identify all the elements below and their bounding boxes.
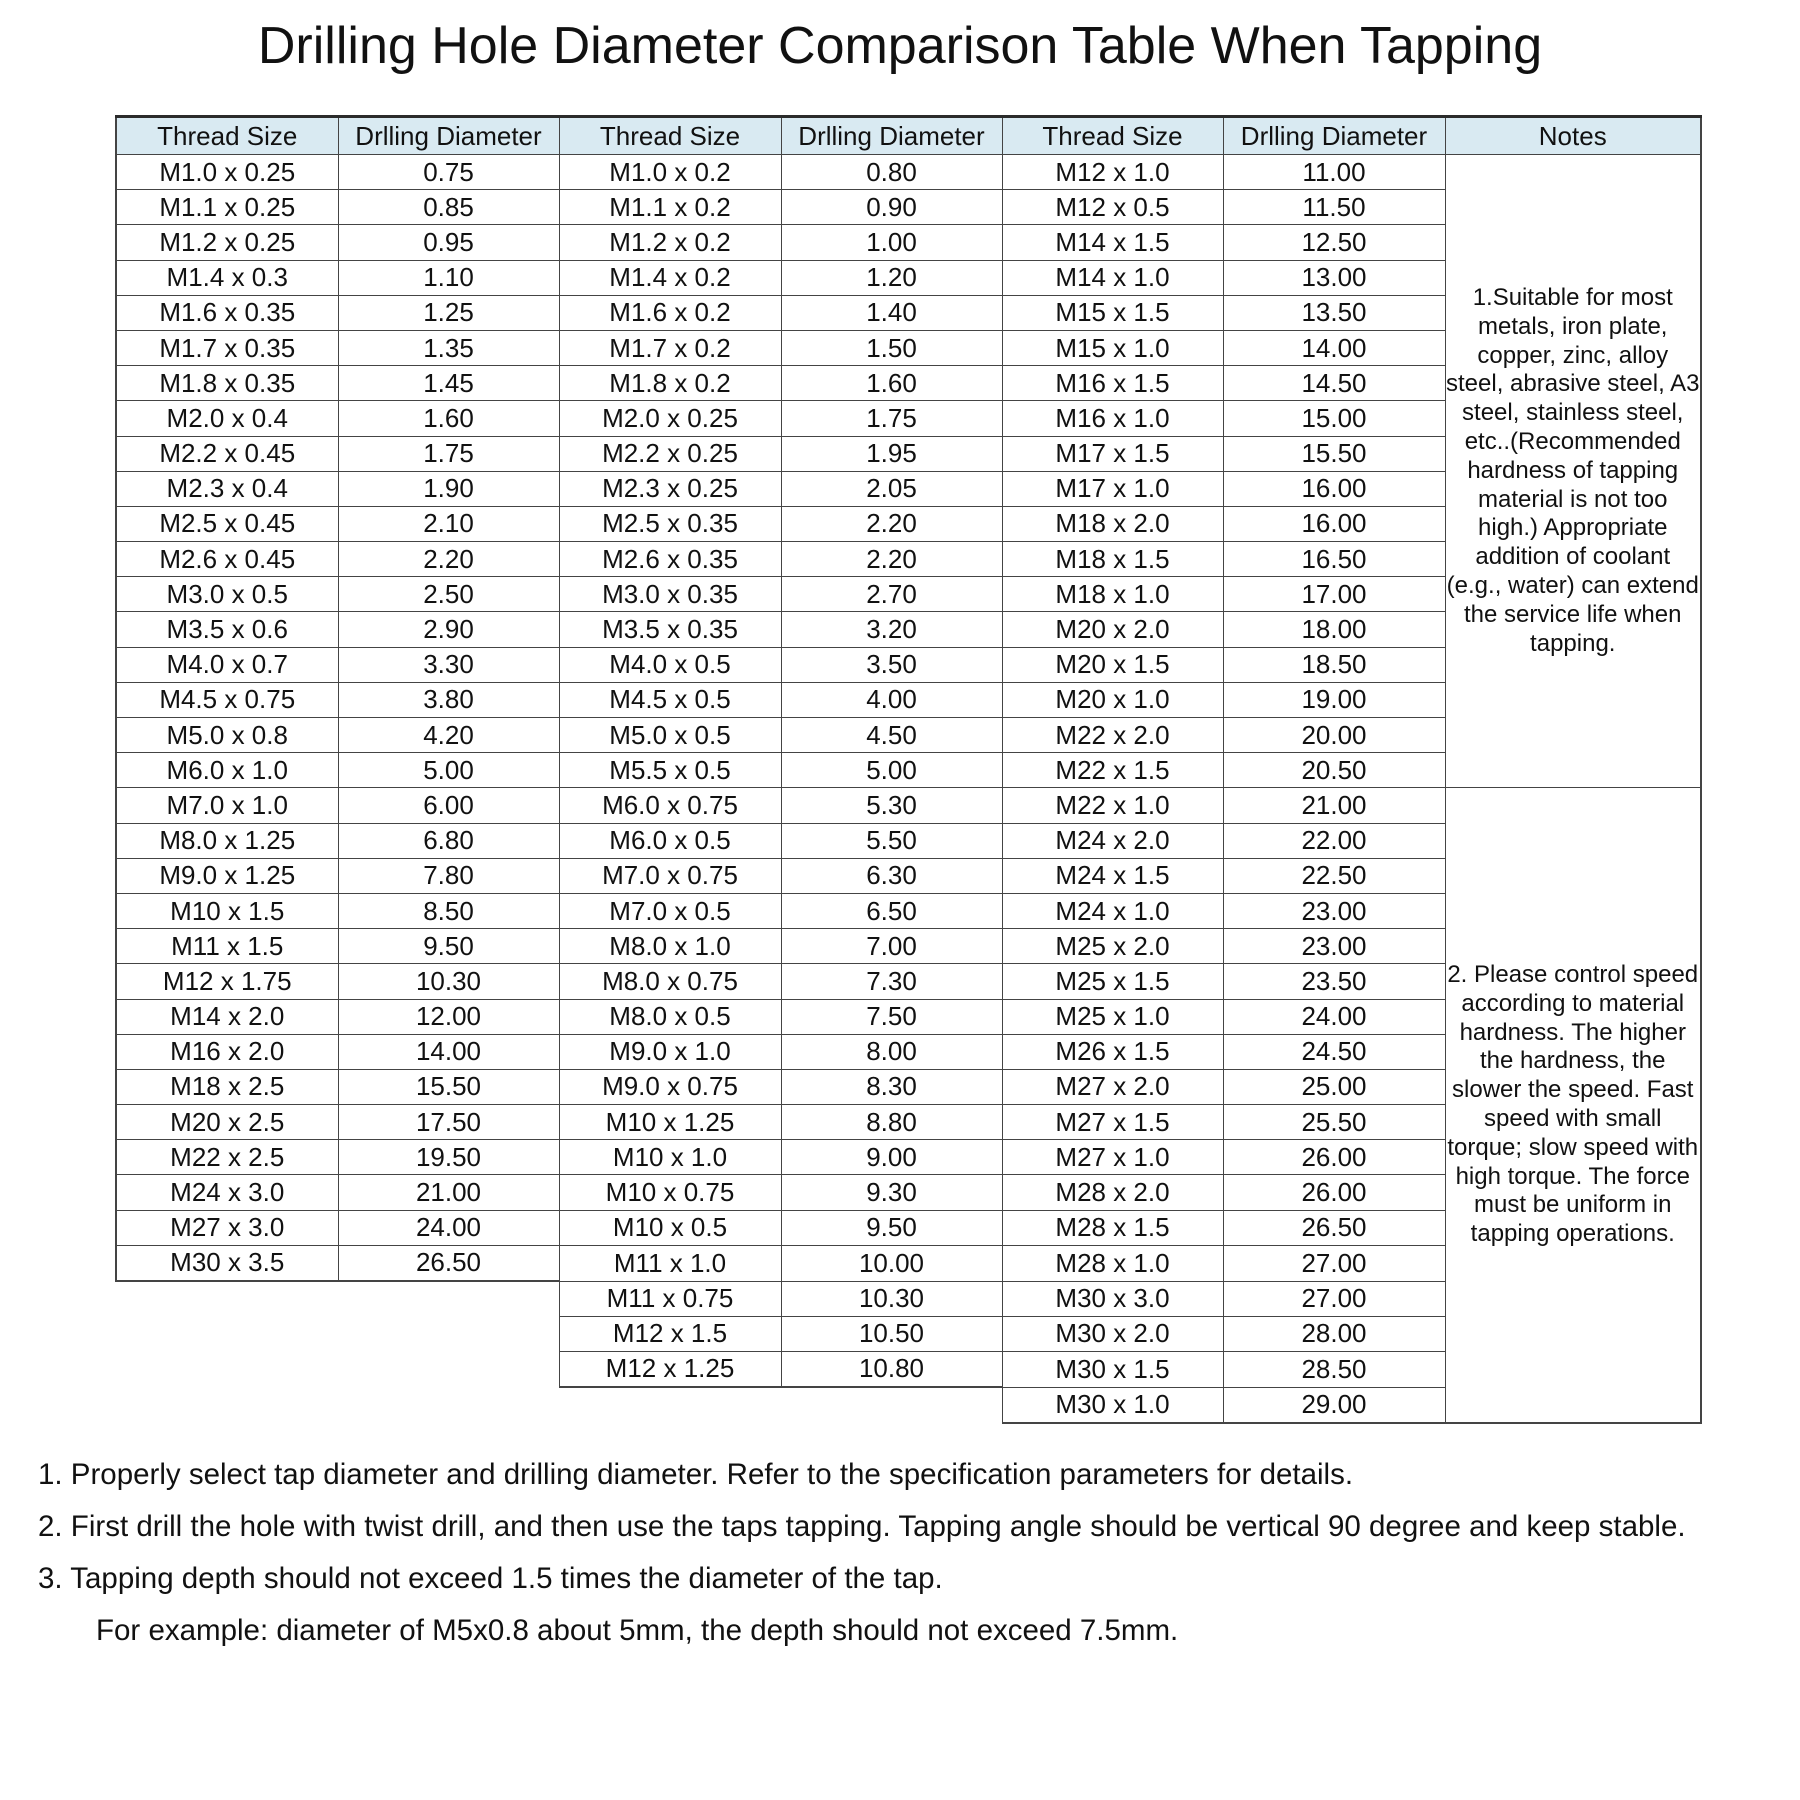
empty-cell bbox=[559, 1387, 781, 1423]
thread-size-cell: M27 x 3.0 bbox=[116, 1210, 338, 1245]
drill-diameter-cell: 17.50 bbox=[338, 1105, 559, 1140]
thread-size-cell: M9.0 x 1.25 bbox=[116, 858, 338, 893]
drill-diameter-cell: 28.00 bbox=[1223, 1316, 1445, 1351]
drill-diameter-cell: 1.90 bbox=[338, 471, 559, 506]
drill-diameter-cell: 10.30 bbox=[338, 964, 559, 999]
thread-size-cell: M18 x 1.5 bbox=[1002, 542, 1223, 577]
drill-diameter-cell: 29.00 bbox=[1223, 1387, 1445, 1423]
thread-size-cell: M2.0 x 0.25 bbox=[559, 401, 781, 436]
drill-diameter-cell: 19.00 bbox=[1223, 682, 1445, 717]
thread-size-cell: M25 x 1.5 bbox=[1002, 964, 1223, 999]
drill-diameter-cell: 15.50 bbox=[338, 1069, 559, 1104]
thread-size-cell: M24 x 1.5 bbox=[1002, 858, 1223, 893]
drill-diameter-cell: 2.20 bbox=[781, 506, 1002, 541]
drill-diameter-cell: 10.00 bbox=[781, 1245, 1002, 1281]
drill-diameter-cell: 0.90 bbox=[781, 190, 1002, 225]
thread-size-cell: M1.0 x 0.25 bbox=[116, 155, 338, 190]
drill-diameter-cell: 23.00 bbox=[1223, 893, 1445, 928]
drill-diameter-cell: 1.60 bbox=[781, 366, 1002, 401]
drill-diameter-cell: 9.30 bbox=[781, 1175, 1002, 1210]
thread-size-cell: M1.2 x 0.2 bbox=[559, 225, 781, 260]
thread-size-cell: M2.2 x 0.25 bbox=[559, 436, 781, 471]
empty-cell bbox=[116, 1281, 338, 1316]
thread-size-cell: M10 x 0.75 bbox=[559, 1175, 781, 1210]
thread-size-cell: M9.0 x 1.0 bbox=[559, 1034, 781, 1069]
drill-diameter-cell: 13.50 bbox=[1223, 295, 1445, 330]
thread-size-cell: M14 x 1.0 bbox=[1002, 260, 1223, 295]
drill-diameter-cell: 1.00 bbox=[781, 225, 1002, 260]
drill-diameter-cell: 1.75 bbox=[338, 436, 559, 471]
drill-diameter-cell: 2.10 bbox=[338, 506, 559, 541]
drill-diameter-cell: 17.00 bbox=[1223, 577, 1445, 612]
empty-cell bbox=[338, 1351, 559, 1387]
thread-size-cell: M1.8 x 0.35 bbox=[116, 366, 338, 401]
drill-diameter-cell: 10.50 bbox=[781, 1316, 1002, 1351]
drill-diameter-cell: 12.00 bbox=[338, 999, 559, 1034]
drill-diameter-cell: 1.20 bbox=[781, 260, 1002, 295]
thread-size-cell: M8.0 x 0.75 bbox=[559, 964, 781, 999]
drill-diameter-cell: 22.50 bbox=[1223, 858, 1445, 893]
drill-diameter-cell: 22.00 bbox=[1223, 823, 1445, 858]
thread-size-cell: M22 x 1.0 bbox=[1002, 788, 1223, 823]
empty-cell bbox=[338, 1387, 559, 1423]
drill-diameter-cell: 11.00 bbox=[1223, 155, 1445, 190]
thread-size-cell: M4.5 x 0.5 bbox=[559, 682, 781, 717]
thread-size-cell: M3.0 x 0.5 bbox=[116, 577, 338, 612]
drill-diameter-cell: 1.50 bbox=[781, 330, 1002, 365]
tapping-table bbox=[115, 115, 1702, 1424]
thread-size-cell: M8.0 x 0.5 bbox=[559, 999, 781, 1034]
footer-notes bbox=[38, 1458, 1778, 1666]
drill-diameter-cell: 7.50 bbox=[781, 999, 1002, 1034]
empty-cell bbox=[116, 1387, 338, 1423]
thread-size-cell: M1.1 x 0.2 bbox=[559, 190, 781, 225]
thread-size-cell: M11 x 1.0 bbox=[559, 1245, 781, 1281]
drill-diameter-cell: 2.90 bbox=[338, 612, 559, 647]
drill-diameter-cell: 16.00 bbox=[1223, 506, 1445, 541]
drill-diameter-cell: 4.50 bbox=[781, 718, 1002, 753]
thread-size-cell: M17 x 1.5 bbox=[1002, 436, 1223, 471]
drill-diameter-cell: 18.50 bbox=[1223, 647, 1445, 682]
thread-size-cell: M24 x 1.0 bbox=[1002, 893, 1223, 928]
thread-size-cell: M16 x 1.0 bbox=[1002, 401, 1223, 436]
thread-size-cell: M4.0 x 0.7 bbox=[116, 647, 338, 682]
drill-diameter-cell: 26.00 bbox=[1223, 1140, 1445, 1175]
thread-size-cell: M1.2 x 0.25 bbox=[116, 225, 338, 260]
thread-size-cell: M18 x 2.5 bbox=[116, 1069, 338, 1104]
drill-diameter-cell: 1.10 bbox=[338, 260, 559, 295]
thread-size-cell: M8.0 x 1.25 bbox=[116, 823, 338, 858]
drill-diameter-cell: 23.00 bbox=[1223, 929, 1445, 964]
drill-diameter-cell: 1.95 bbox=[781, 436, 1002, 471]
thread-size-cell: M1.4 x 0.3 bbox=[116, 260, 338, 295]
thread-size-cell: M27 x 1.5 bbox=[1002, 1105, 1223, 1140]
table-row bbox=[116, 155, 1701, 190]
empty-cell bbox=[116, 1316, 338, 1351]
thread-size-cell: M2.3 x 0.25 bbox=[559, 471, 781, 506]
thread-size-cell: M18 x 1.0 bbox=[1002, 577, 1223, 612]
drill-diameter-cell: 3.50 bbox=[781, 647, 1002, 682]
thread-size-cell: M22 x 1.5 bbox=[1002, 753, 1223, 788]
drill-diameter-cell: 6.50 bbox=[781, 893, 1002, 928]
thread-size-cell: M10 x 0.5 bbox=[559, 1210, 781, 1245]
thread-size-cell: M30 x 3.0 bbox=[1002, 1281, 1223, 1316]
drill-diameter-cell: 6.80 bbox=[338, 823, 559, 858]
thread-size-cell: M18 x 2.0 bbox=[1002, 506, 1223, 541]
thread-size-cell: M7.0 x 0.75 bbox=[559, 858, 781, 893]
thread-size-cell: M30 x 3.5 bbox=[116, 1245, 338, 1281]
empty-cell bbox=[338, 1316, 559, 1351]
drill-diameter-cell: 24.50 bbox=[1223, 1034, 1445, 1069]
drill-diameter-cell: 20.50 bbox=[1223, 753, 1445, 788]
drill-diameter-cell: 10.30 bbox=[781, 1281, 1002, 1316]
thread-size-cell: M22 x 2.0 bbox=[1002, 718, 1223, 753]
thread-size-cell: M4.5 x 0.75 bbox=[116, 682, 338, 717]
thread-size-cell: M16 x 1.5 bbox=[1002, 366, 1223, 401]
drill-diameter-cell: 5.30 bbox=[781, 788, 1002, 823]
notes-cell: 2. Please control speed according to material hardness. The higher the hardness, the slower the speed. Fast speed with small torque; slow speed with high torque. The force must be uniform in tapping operations. bbox=[1445, 788, 1701, 1423]
drill-diameter-cell: 5.50 bbox=[781, 823, 1002, 858]
drill-diameter-cell: 9.50 bbox=[338, 929, 559, 964]
drill-diameter-cell: 1.35 bbox=[338, 330, 559, 365]
drill-diameter-cell: 2.20 bbox=[338, 542, 559, 577]
drill-diameter-cell: 14.00 bbox=[338, 1034, 559, 1069]
drill-diameter-cell: 27.00 bbox=[1223, 1281, 1445, 1316]
drill-diameter-cell: 11.50 bbox=[1223, 190, 1445, 225]
drill-diameter-cell: 25.50 bbox=[1223, 1105, 1445, 1140]
thread-size-cell: M1.7 x 0.2 bbox=[559, 330, 781, 365]
drill-diameter-cell: 7.80 bbox=[338, 858, 559, 893]
drill-diameter-cell: 25.00 bbox=[1223, 1069, 1445, 1104]
drill-diameter-cell: 0.85 bbox=[338, 190, 559, 225]
thread-size-cell: M30 x 2.0 bbox=[1002, 1316, 1223, 1351]
drill-diameter-cell: 0.75 bbox=[338, 155, 559, 190]
page-title: Drilling Hole Diameter Comparison Table When Tapping bbox=[257, 17, 1543, 75]
column-header: Thread Size bbox=[1002, 117, 1223, 155]
thread-size-cell: M12 x 1.25 bbox=[559, 1351, 781, 1387]
thread-size-cell: M2.5 x 0.35 bbox=[559, 506, 781, 541]
thread-size-cell: M10 x 1.25 bbox=[559, 1105, 781, 1140]
thread-size-cell: M12 x 1.5 bbox=[559, 1316, 781, 1351]
drill-diameter-cell: 24.00 bbox=[1223, 999, 1445, 1034]
thread-size-cell: M17 x 1.0 bbox=[1002, 471, 1223, 506]
drill-diameter-cell: 8.30 bbox=[781, 1069, 1002, 1104]
thread-size-cell: M24 x 2.0 bbox=[1002, 823, 1223, 858]
thread-size-cell: M1.7 x 0.35 bbox=[116, 330, 338, 365]
drill-diameter-cell: 26.50 bbox=[338, 1245, 559, 1281]
drill-diameter-cell: 7.00 bbox=[781, 929, 1002, 964]
drill-diameter-cell: 19.50 bbox=[338, 1140, 559, 1175]
thread-size-cell: M24 x 3.0 bbox=[116, 1175, 338, 1210]
thread-size-cell: M2.3 x 0.4 bbox=[116, 471, 338, 506]
drill-diameter-cell: 18.00 bbox=[1223, 612, 1445, 647]
thread-size-cell: M27 x 2.0 bbox=[1002, 1069, 1223, 1104]
thread-size-cell: M1.6 x 0.2 bbox=[559, 295, 781, 330]
drill-diameter-cell: 4.20 bbox=[338, 718, 559, 753]
drill-diameter-cell: 3.20 bbox=[781, 612, 1002, 647]
drill-diameter-cell: 9.50 bbox=[781, 1210, 1002, 1245]
thread-size-cell: M4.0 x 0.5 bbox=[559, 647, 781, 682]
drill-diameter-cell: 16.00 bbox=[1223, 471, 1445, 506]
drill-diameter-cell: 13.00 bbox=[1223, 260, 1445, 295]
thread-size-cell: M3.5 x 0.35 bbox=[559, 612, 781, 647]
thread-size-cell: M14 x 1.5 bbox=[1002, 225, 1223, 260]
drill-diameter-cell: 8.80 bbox=[781, 1105, 1002, 1140]
column-header: Thread Size bbox=[116, 117, 338, 155]
empty-cell bbox=[116, 1351, 338, 1387]
thread-size-cell: M15 x 1.5 bbox=[1002, 295, 1223, 330]
thread-size-cell: M6.0 x 1.0 bbox=[116, 753, 338, 788]
empty-cell bbox=[781, 1387, 1002, 1423]
drill-diameter-cell: 24.00 bbox=[338, 1210, 559, 1245]
thread-size-cell: M2.0 x 0.4 bbox=[116, 401, 338, 436]
thread-size-cell: M1.6 x 0.35 bbox=[116, 295, 338, 330]
thread-size-cell: M20 x 2.5 bbox=[116, 1105, 338, 1140]
thread-size-cell: M12 x 1.0 bbox=[1002, 155, 1223, 190]
drill-diameter-cell: 9.00 bbox=[781, 1140, 1002, 1175]
thread-size-cell: M5.0 x 0.5 bbox=[559, 718, 781, 753]
drill-diameter-cell: 0.95 bbox=[338, 225, 559, 260]
column-header: Drlling Diameter bbox=[338, 117, 559, 155]
drill-diameter-cell: 8.00 bbox=[781, 1034, 1002, 1069]
thread-size-cell: M1.0 x 0.2 bbox=[559, 155, 781, 190]
thread-size-cell: M22 x 2.5 bbox=[116, 1140, 338, 1175]
drill-diameter-cell: 3.30 bbox=[338, 647, 559, 682]
header-row bbox=[116, 117, 1701, 155]
drill-diameter-cell: 1.75 bbox=[781, 401, 1002, 436]
drill-diameter-cell: 21.00 bbox=[1223, 788, 1445, 823]
drill-diameter-cell: 5.00 bbox=[781, 753, 1002, 788]
thread-size-cell: M20 x 1.0 bbox=[1002, 682, 1223, 717]
thread-size-cell: M1.8 x 0.2 bbox=[559, 366, 781, 401]
drill-diameter-cell: 14.00 bbox=[1223, 330, 1445, 365]
drill-diameter-cell: 1.25 bbox=[338, 295, 559, 330]
drill-diameter-cell: 4.00 bbox=[781, 682, 1002, 717]
thread-size-cell: M25 x 2.0 bbox=[1002, 929, 1223, 964]
drill-diameter-cell: 21.00 bbox=[338, 1175, 559, 1210]
drill-diameter-cell: 26.00 bbox=[1223, 1175, 1445, 1210]
thread-size-cell: M15 x 1.0 bbox=[1002, 330, 1223, 365]
thread-size-cell: M25 x 1.0 bbox=[1002, 999, 1223, 1034]
drill-diameter-cell: 8.50 bbox=[338, 893, 559, 928]
drill-diameter-cell: 2.20 bbox=[781, 542, 1002, 577]
thread-size-cell: M10 x 1.0 bbox=[559, 1140, 781, 1175]
drill-diameter-cell: 6.00 bbox=[338, 788, 559, 823]
thread-size-cell: M14 x 2.0 bbox=[116, 999, 338, 1034]
drill-diameter-cell: 28.50 bbox=[1223, 1351, 1445, 1387]
column-header: Drlling Diameter bbox=[1223, 117, 1445, 155]
drill-diameter-cell: 10.80 bbox=[781, 1351, 1002, 1387]
thread-size-cell: M2.5 x 0.45 bbox=[116, 506, 338, 541]
drill-diameter-cell: 26.50 bbox=[1223, 1210, 1445, 1245]
drill-diameter-cell: 6.30 bbox=[781, 858, 1002, 893]
thread-size-cell: M9.0 x 0.75 bbox=[559, 1069, 781, 1104]
empty-cell bbox=[338, 1281, 559, 1316]
drill-diameter-cell: 23.50 bbox=[1223, 964, 1445, 999]
drill-diameter-cell: 20.00 bbox=[1223, 718, 1445, 753]
thread-size-cell: M6.0 x 0.75 bbox=[559, 788, 781, 823]
thread-size-cell: M10 x 1.5 bbox=[116, 893, 338, 928]
thread-size-cell: M2.6 x 0.35 bbox=[559, 542, 781, 577]
thread-size-cell: M11 x 0.75 bbox=[559, 1281, 781, 1316]
thread-size-cell: M11 x 1.5 bbox=[116, 929, 338, 964]
thread-size-cell: M28 x 2.0 bbox=[1002, 1175, 1223, 1210]
footer-note-2: 2. First drill the hole with twist drill, and then use the taps tapping. Tapping angle should be vertical 90 degree and keep stable. bbox=[38, 1510, 1686, 1543]
thread-size-cell: M12 x 1.75 bbox=[116, 964, 338, 999]
thread-size-cell: M2.6 x 0.45 bbox=[116, 542, 338, 577]
thread-size-cell: M1.4 x 0.2 bbox=[559, 260, 781, 295]
thread-size-cell: M20 x 1.5 bbox=[1002, 647, 1223, 682]
thread-size-cell: M5.0 x 0.8 bbox=[116, 718, 338, 753]
drill-diameter-cell: 2.50 bbox=[338, 577, 559, 612]
column-header: Notes bbox=[1445, 117, 1701, 155]
drill-diameter-cell: 5.00 bbox=[338, 753, 559, 788]
thread-size-cell: M1.1 x 0.25 bbox=[116, 190, 338, 225]
drill-diameter-cell: 1.40 bbox=[781, 295, 1002, 330]
thread-size-cell: M28 x 1.5 bbox=[1002, 1210, 1223, 1245]
thread-size-cell: M20 x 2.0 bbox=[1002, 612, 1223, 647]
thread-size-cell: M28 x 1.0 bbox=[1002, 1245, 1223, 1281]
thread-size-cell: M12 x 0.5 bbox=[1002, 190, 1223, 225]
footer-note-3-example: For example: diameter of M5x0.8 about 5mm, the depth should not exceed 7.5mm. bbox=[96, 1614, 1179, 1647]
drill-diameter-cell: 16.50 bbox=[1223, 542, 1445, 577]
drill-diameter-cell: 14.50 bbox=[1223, 366, 1445, 401]
thread-size-cell: M16 x 2.0 bbox=[116, 1034, 338, 1069]
thread-size-cell: M3.5 x 0.6 bbox=[116, 612, 338, 647]
thread-size-cell: M7.0 x 0.5 bbox=[559, 893, 781, 928]
drill-diameter-cell: 1.60 bbox=[338, 401, 559, 436]
drill-diameter-cell: 27.00 bbox=[1223, 1245, 1445, 1281]
drill-diameter-cell: 15.50 bbox=[1223, 436, 1445, 471]
thread-size-cell: M2.2 x 0.45 bbox=[116, 436, 338, 471]
thread-size-cell: M30 x 1.0 bbox=[1002, 1387, 1223, 1423]
drill-diameter-cell: 2.05 bbox=[781, 471, 1002, 506]
table-row bbox=[116, 788, 1701, 823]
drill-diameter-cell: 3.80 bbox=[338, 682, 559, 717]
drill-diameter-cell: 0.80 bbox=[781, 155, 1002, 190]
footer-note-1: 1. Properly select tap diameter and drilling diameter. Refer to the specification parameters for details. bbox=[38, 1458, 1354, 1491]
drill-diameter-cell: 7.30 bbox=[781, 964, 1002, 999]
drill-diameter-cell: 2.70 bbox=[781, 577, 1002, 612]
drill-diameter-cell: 12.50 bbox=[1223, 225, 1445, 260]
thread-size-cell: M7.0 x 1.0 bbox=[116, 788, 338, 823]
thread-size-cell: M26 x 1.5 bbox=[1002, 1034, 1223, 1069]
thread-size-cell: M3.0 x 0.35 bbox=[559, 577, 781, 612]
thread-size-cell: M6.0 x 0.5 bbox=[559, 823, 781, 858]
footer-note-3: 3. Tapping depth should not exceed 1.5 times the diameter of the tap. bbox=[38, 1562, 943, 1595]
thread-size-cell: M27 x 1.0 bbox=[1002, 1140, 1223, 1175]
column-header: Thread Size bbox=[559, 117, 781, 155]
notes-cell: 1.Suitable for most metals, iron plate, copper, zinc, alloy steel, abrasive steel, A3 steel, stainless steel, etc..(Recommended hardness of tapping material is not too high.) Appropriate addition of coolant (e.g., water) can extend the service life when tapping. bbox=[1445, 155, 1701, 788]
thread-size-cell: M30 x 1.5 bbox=[1002, 1351, 1223, 1387]
column-header: Drlling Diameter bbox=[781, 117, 1002, 155]
thread-size-cell: M8.0 x 1.0 bbox=[559, 929, 781, 964]
drill-diameter-cell: 1.45 bbox=[338, 366, 559, 401]
thread-size-cell: M5.5 x 0.5 bbox=[559, 753, 781, 788]
drill-diameter-cell: 15.00 bbox=[1223, 401, 1445, 436]
